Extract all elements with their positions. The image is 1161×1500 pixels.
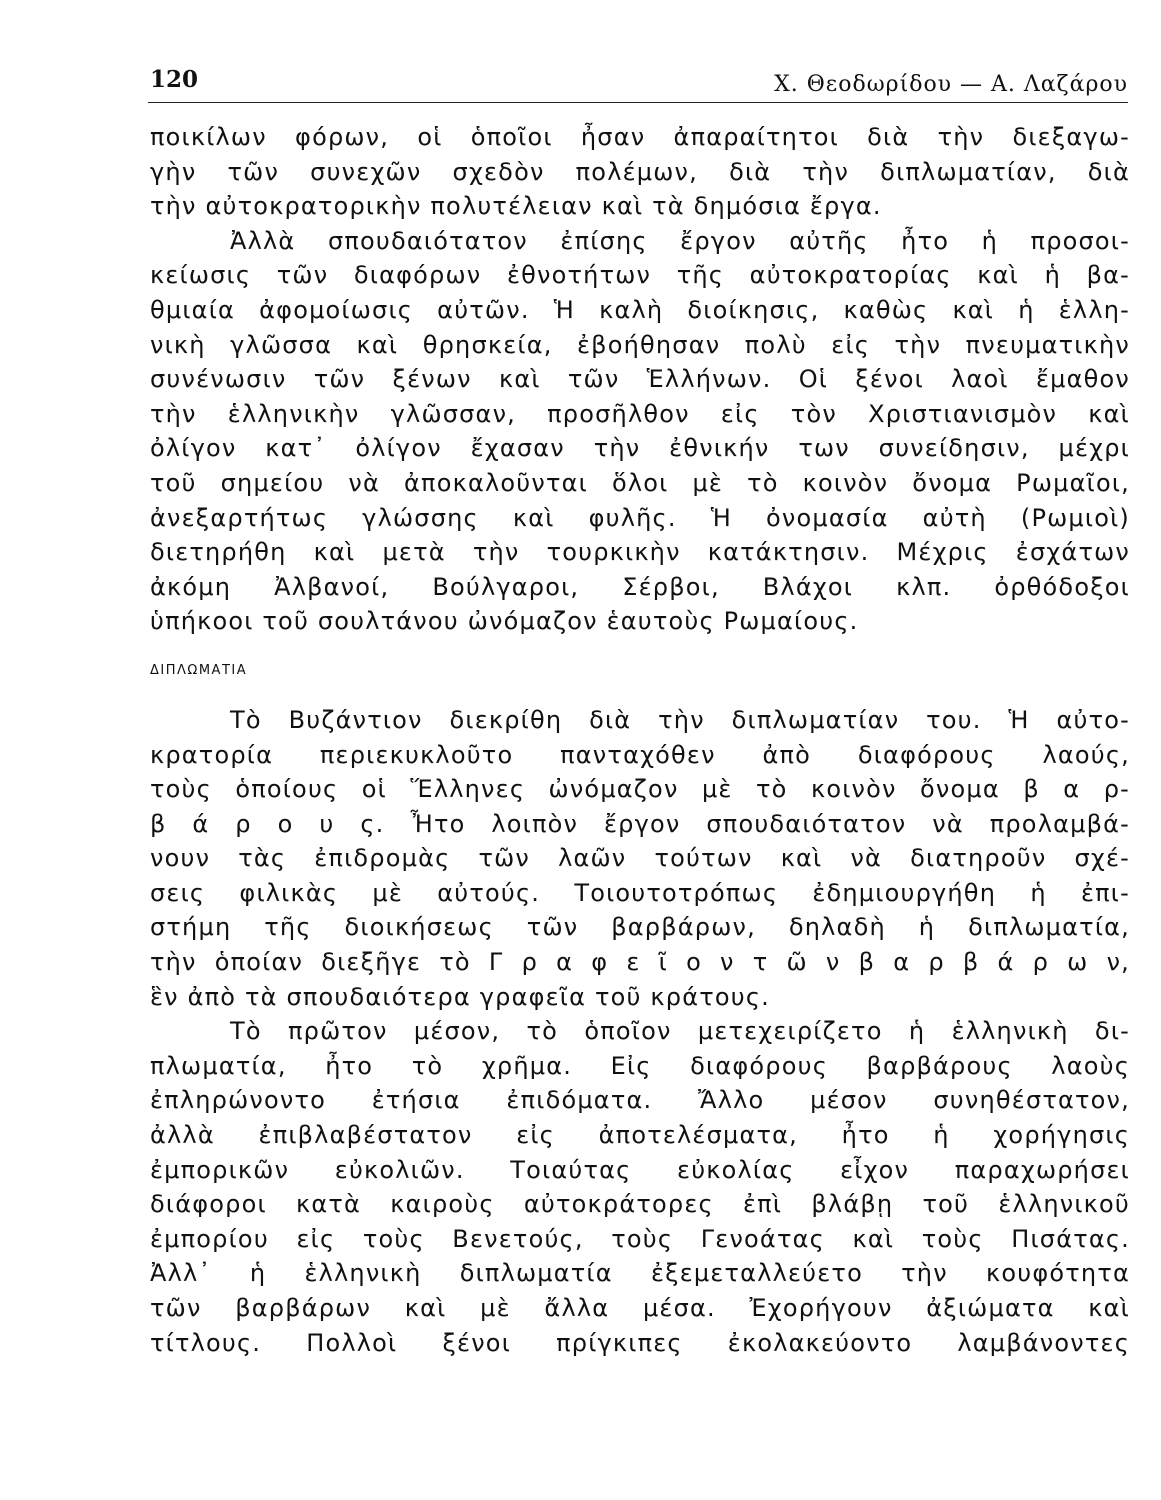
page-header xyxy=(148,60,1128,104)
paragraph-4 xyxy=(150,1014,1130,1360)
text-line: ποικίλων φόρων, οἱ ὁποῖοι ἦσαν ἀπαραίτητοι διὰ τὴν διεξαγω- xyxy=(150,123,1130,151)
text-line: ἐπληρώνοντο ἐτήσια ἐπιδόματα. Ἄλλο μέσον συνηθέστατον, xyxy=(150,1086,1130,1115)
body-text xyxy=(150,120,1130,1360)
text-line: τοῦ σημείου νὰ ἀποκαλοῦνται ὅλοι μὲ τὸ κοινὸν ὄνομα Ρωμαῖοι, xyxy=(150,468,1130,497)
header-rule xyxy=(148,102,1128,103)
text-line: τὴν αὐτοκρατορικὴν πολυτέλειαν καὶ τὰ δημόσια ἔργα. xyxy=(150,192,882,221)
text-line: ὑπήκοοι τοῦ σουλτάνου ὠνόμαζον ἑαυτοὺς Ρωμαίους. xyxy=(150,607,859,636)
text-line: ἀνεξαρτήτως γλώσσης καὶ φυλῆς. Ἡ ὀνομασία αὐτὴ (Ρωμιοὶ) xyxy=(150,503,1130,532)
text-line: τοὺς ὁποίους οἱ Ἕλληνες ὠνόμαζον μὲ τὸ κοινὸν ὄνομα β α ρ- xyxy=(150,775,1130,804)
text-line: τὴν ὁποίαν διεξῆγε τὸ Γ ρ α φ ε ῖ ο ν τ ῶ ν β α ρ β ά ρ ω ν, xyxy=(150,948,1130,977)
text-line: νουν τὰς ἐπιδρομὰς τῶν λαῶν τούτων καὶ νὰ διατηροῦν σχέ- xyxy=(150,844,1130,873)
text-line: ἓν ἀπὸ τὰ σπουδαιότερα γραφεῖα τοῦ κράτους. xyxy=(150,982,770,1011)
text-line: ἐμπορίου εἰς τοὺς Βενετούς, τοὺς Γενοάτας καὶ τοὺς Πισάτας. xyxy=(150,1224,1130,1253)
text-line: διάφοροι κατὰ καιροὺς αὐτοκράτορες ἐπὶ βλάβῃ τοῦ ἑλληνικοῦ xyxy=(150,1190,1130,1219)
text-line: Τὸ πρῶτον μέσον, τὸ ὁποῖον μετεχειρίζετο ἡ ἑλληνικὴ δι- xyxy=(230,1017,1130,1046)
text-line: πλωματία, ἦτο τὸ χρῆμα. Εἰς διαφόρους βαρβάρους λαοὺς xyxy=(150,1051,1130,1080)
text-line: ἀλλὰ ἐπιβλαβέστατον εἰς ἀποτελέσματα, ἦτο ἡ χορήγησις xyxy=(150,1121,1130,1150)
text-line: τῶν βαρβάρων καὶ μὲ ἄλλα μέσα. Ἐχορήγουν ἀξιώματα καὶ xyxy=(150,1294,1130,1322)
paragraph-3 xyxy=(150,703,1130,1014)
text-line: τὴν ἑλληνικὴν γλῶσσαν, προσῆλθον εἰς τὸν Χριστιανισμὸν καὶ xyxy=(150,399,1130,428)
text-line: διετηρήθη καὶ μετὰ τὴν τουρκικὴν κατάκτησιν. Μέχρις ἐσχάτων xyxy=(150,538,1130,567)
text-line: ὀλίγον κατ᾽ ὀλίγον ἔχασαν τὴν ἐθνικήν των συνείδησιν, μέχρι xyxy=(150,434,1130,463)
text-line: θμιαία ἀφομοίωσις αὐτῶν. Ἡ καλὴ διοίκησις, καθὼς καὶ ἡ ἑλλη- xyxy=(150,295,1130,324)
text-line: Τὸ Βυζάντιον διεκρίθη διὰ τὴν διπλωματίαν του. Ἡ αὐτο- xyxy=(230,705,1130,734)
paragraph-2 xyxy=(150,224,1130,639)
paragraph-1 xyxy=(150,120,1130,224)
text-line: β ά ρ ο υ ς. Ἦτο λοιπὸν ἔργον σπουδαιότατον νὰ προλαμβά- xyxy=(150,809,1130,838)
page-number: 120 xyxy=(150,66,199,93)
text-line: γὴν τῶν συνεχῶν σχεδὸν πολέμων, διὰ τὴν διπλωματίαν, διὰ xyxy=(150,157,1130,186)
text-line: ἀκόμη Ἀλβανοί, Βούλγαροι, Σέρβοι, Βλάχοι κλπ. ὀρθόδοξοι xyxy=(150,572,1130,601)
running-head: Χ. Θεοδωρίδου — Α. Λαζάρου xyxy=(774,72,1128,97)
text-line: τίτλους. Πολλοὶ ξένοι πρίγκιπες ἐκολακεύοντο λαμβάνοντες xyxy=(150,1328,1130,1357)
text-line: σεις φιλικὰς μὲ αὐτούς. Τοιουτοτρόπως ἐδημιουργήθη ἡ ἐπι- xyxy=(150,878,1130,907)
text-line: κείωσις τῶν διαφόρων ἐθνοτήτων τῆς αὐτοκρατορίας καὶ ἡ βα- xyxy=(150,261,1130,290)
text-line: συνένωσιν τῶν ξένων καὶ τῶν Ἑλλήνων. Οἱ ξένοι λαοὶ ἔμαθον xyxy=(150,365,1130,394)
text-line: Ἀλλ᾽ ἡ ἑλληνικὴ διπλωματία ἐξεμεταλλεύετο τὴν κουφότητα xyxy=(150,1259,1130,1288)
text-line: στήμη τῆς διοικήσεως τῶν βαρβάρων, δηλαδὴ ἡ διπλωματία, xyxy=(150,913,1130,942)
text-line: Ἀλλὰ σπουδαιότατον ἐπίσης ἔργον αὐτῆς ἦτο ἡ προσοι- xyxy=(230,226,1130,255)
text-line: νικὴ γλῶσσα καὶ θρησκεία, ἐβοήθησαν πολὺ εἰς τὴν πνευματικὴν xyxy=(150,330,1130,359)
text-line: ἐμπορικῶν εὐκολιῶν. Τοιαύτας εὐκολίας εἶχον παραχωρήσει xyxy=(150,1155,1130,1184)
section-heading: ΔΙΠΛΩΜΑΤΙΑ xyxy=(150,662,248,678)
text-line: κρατορία περιεκυκλοῦτο πανταχόθεν ἀπὸ διαφόρους λαούς, xyxy=(150,740,1130,769)
